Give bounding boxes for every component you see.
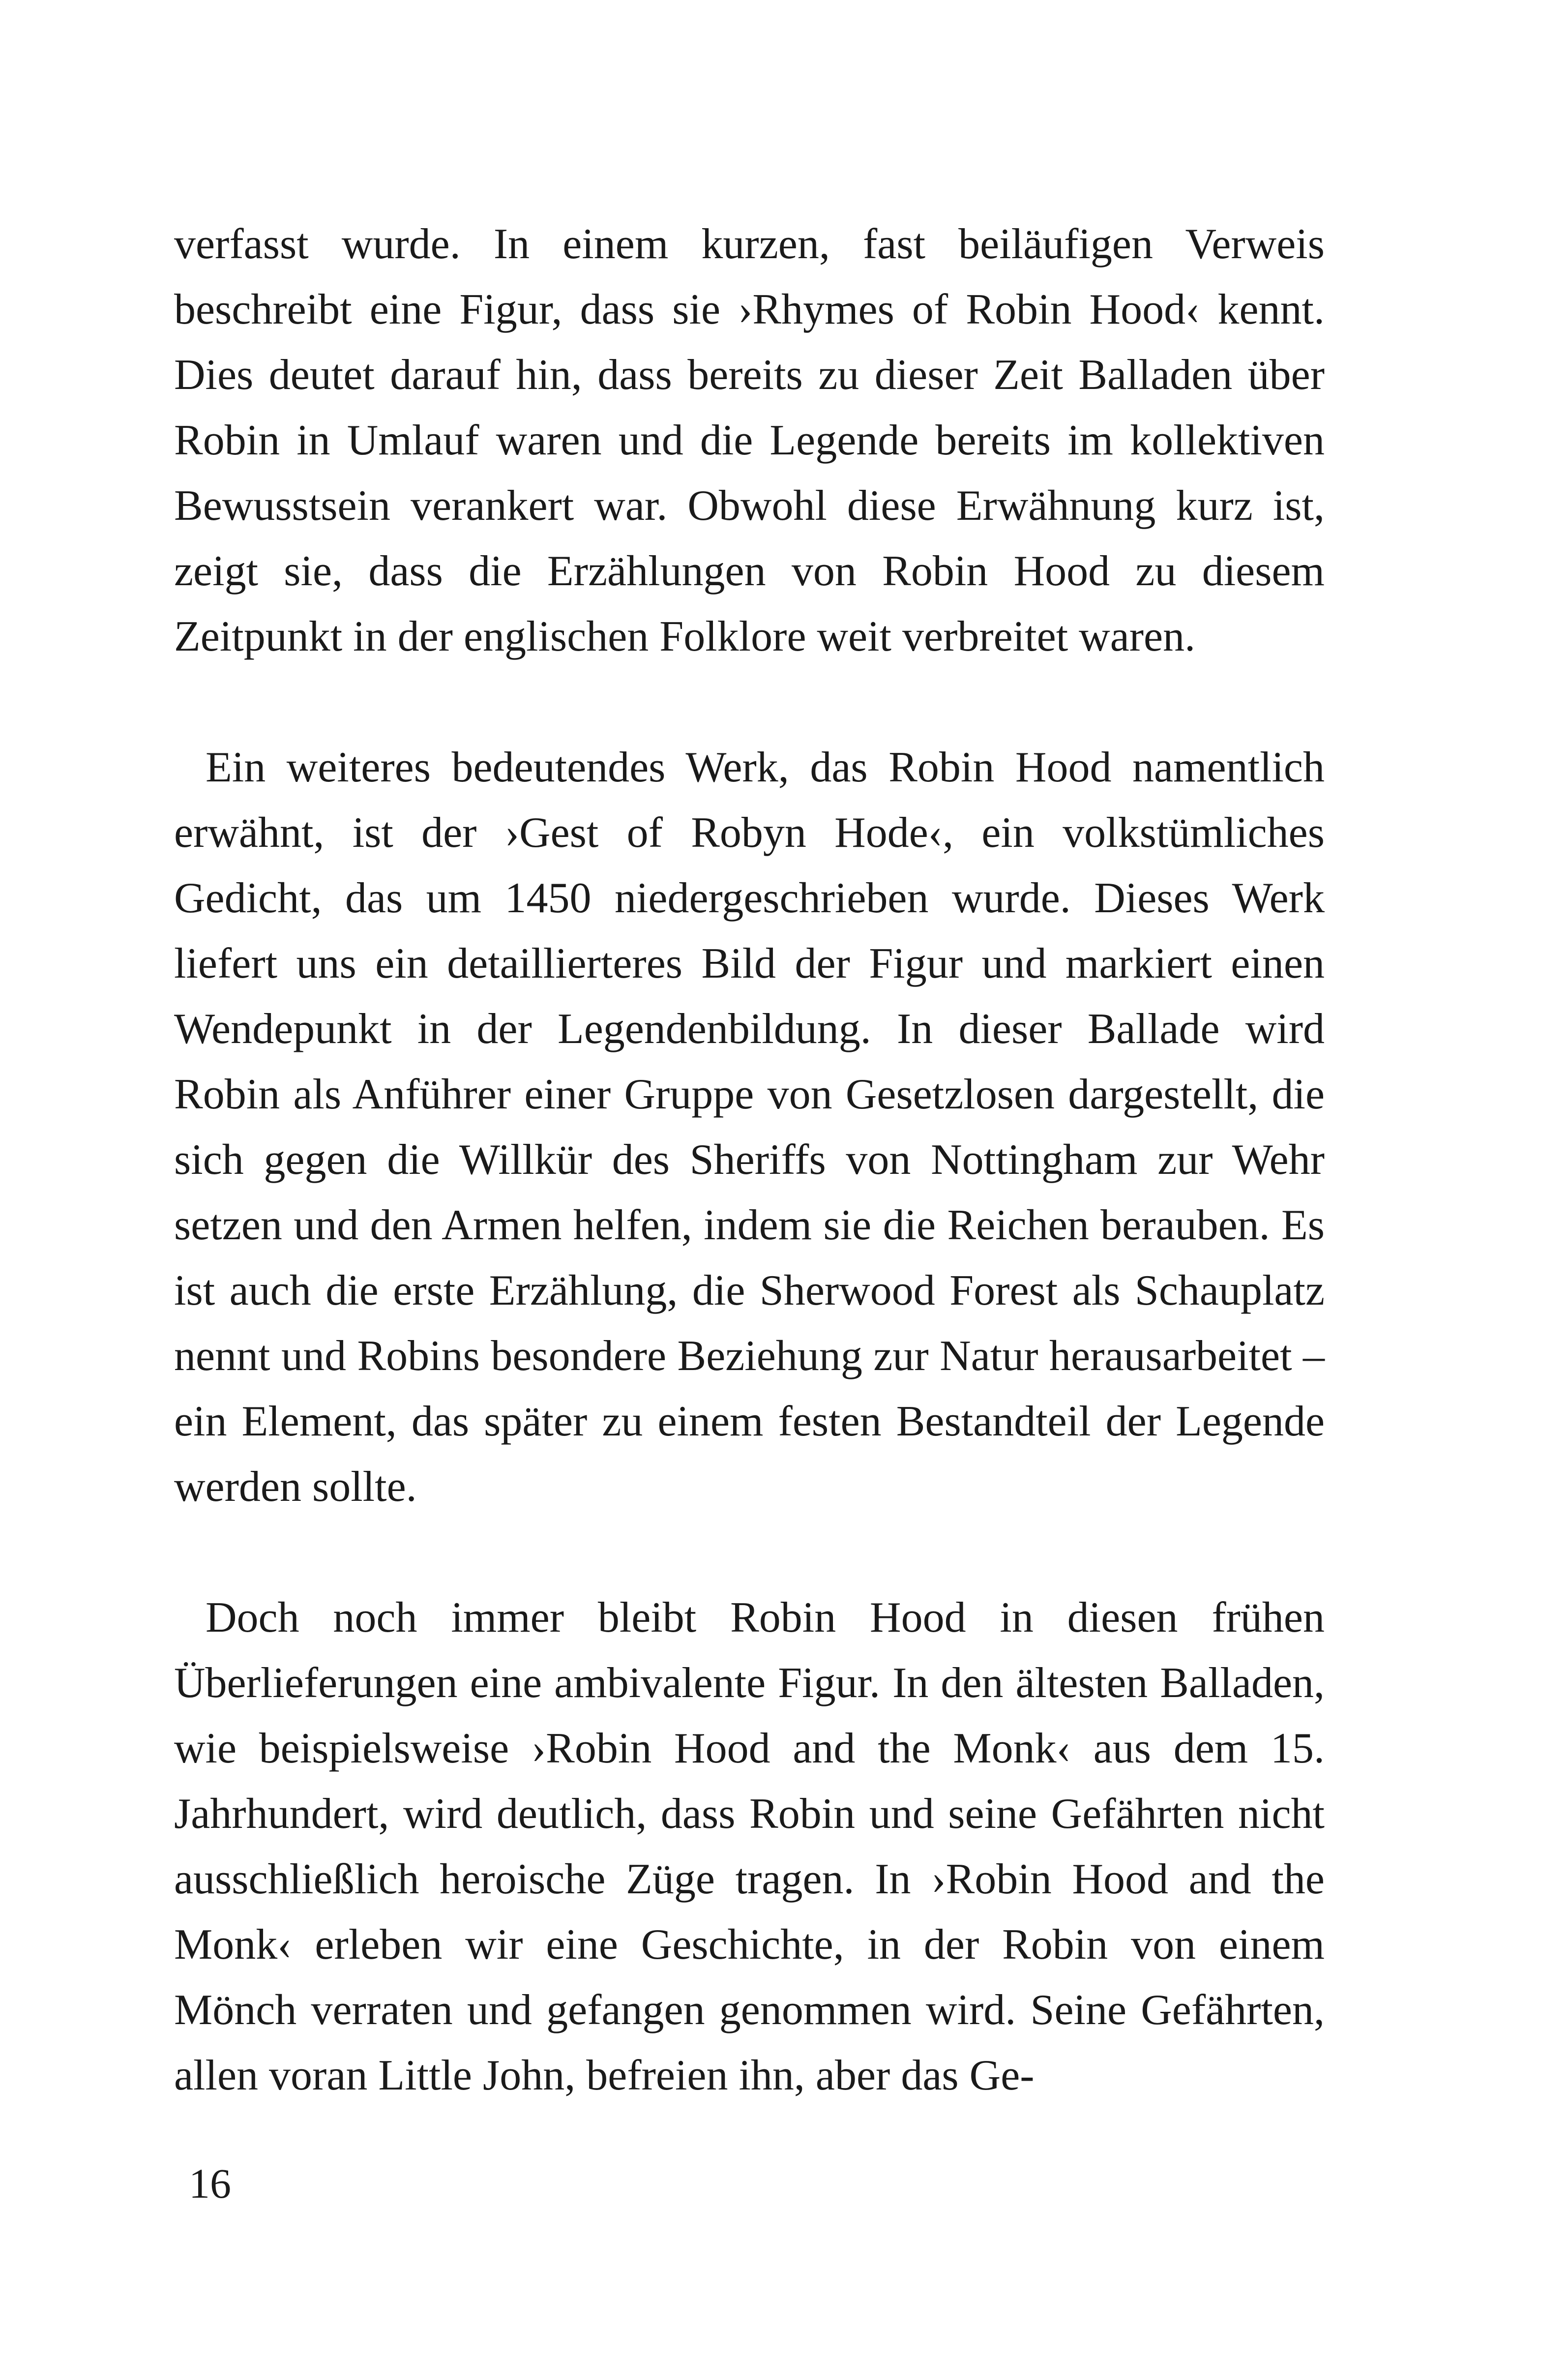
paragraph-continuation: verfasst wurde. In einem kurzen, fast beiläufigen Verweis beschreibt eine Figur, dass sie ›Rhymes of Robin Hood‹ kennt. Dies deutet darauf hin, dass bereits zu dieser Zeit Balladen über Robin in Umlauf waren und die Legende bereits im kollektiven Bewusstsein verankert war. Obwohl diese Erwähnung kurz ist, zeigt sie, dass die Erzählungen von Robin Hood zu diesem Zeitpunkt in der englischen Folklore weit verbreitet waren. [174,220,1325,660]
body-text [174,211,1325,2108]
page-number: 16 [189,2160,231,2207]
paragraph-gest-of-robyn-hode: Ein weiteres bedeutendes Werk, das Robin Hood namentlich erwähnt, ist der ›Gest of Robyn Hode‹, ein volkstümliches Gedicht, das um 1450 niedergeschrieben wurde. Dieses Werk liefert uns ein detaillierteres Bild der Figur und markiert einen Wendepunkt in der Legendenbildung. In dieser Ballade wird Robin als Anführer einer Gruppe von Gesetzlosen dargestellt, die sich gegen die Willkür des Sheriffs von Nottingham zur Wehr setzen und den Armen helfen, indem sie die Reichen berauben. Es ist auch die erste Erzählung, die Sherwood Forest als Schauplatz nennt und Robins besondere Beziehung zur Natur herausarbeitet – ein Element, das später zu einem festen Bestandteil der Legende werden sollte. [174,744,1325,1511]
paragraph-robin-hood-and-the-monk: Doch noch immer bleibt Robin Hood in diesen frühen Überlieferungen eine ambivalente Figur. In den ältesten Balladen, wie beispielsweise ›Robin Hood and the Monk‹ aus dem 15. Jahrhundert, wird deutlich, dass Robin und seine Gefährten nicht ausschließlich heroische Züge tragen. In ›Robin Hood and the Monk‹ erleben wir eine Geschichte, in der Robin von einem Mönch verraten und gefangen genommen wird. Seine Gefährten, allen voran Little John, befreien ihn, aber das Ge- [174,1594,1325,2099]
